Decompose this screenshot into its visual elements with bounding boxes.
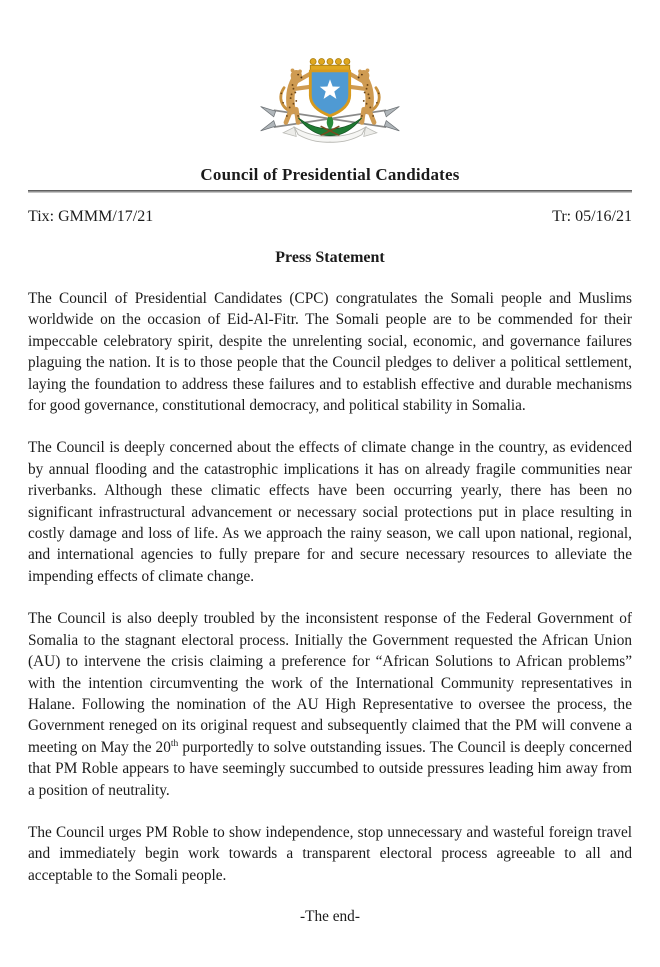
somali-coat-of-arms-icon <box>255 54 405 144</box>
paragraph-2: The Council is deeply concerned about the effects of climate change in the country, as evidenced by annual flooding and the catastrophic implications it has on already fragile communities near riverbanks. Although these climatic effects have been occurring yearly, there has been no significant infrastructural advancement or necessary social protections put in place resulting in costly damage and loss of life. As we approach the rainy season, we call upon national, regional, and international agencies to fully prepare for and secure necessary resources to alleviate the impending effects of climate change. <box>28 439 632 585</box>
paragraph-3-text: The Council is also deeply troubled by the inconsistent response of the Federal Government of Somalia to the stagnant electoral process. Initially the Government requested the African Union (AU) to intervene the crisis claiming a preference for “African Solutions to African problems” with the intention circumventing the work of the International Community representatives in Halane. Following the nomination of the AU High Representative to oversee the process, the Government reneged on its original request and subsequently claimed that the PM will convene a meeting on May the 20 <box>28 610 632 756</box>
org-title: Council of Presidential Candidates <box>200 165 460 184</box>
paragraph-1: The Council of Presidential Candidates (CPC) congratulates the Somali people and Muslims worldwide on the occasion of Eid-Al-Fitr. The Somali people are to be commended for their impeccable celebratory spirit, despite the unrelenting social, economic, and governance failures plaguing the nation. It is to those people that the Council pledges to deliver a political settlement, laying the foundation to address these failures and to establish effective and durable mechanisms for good governance, constitutional democracy, and political stability in Somalia. <box>28 290 632 415</box>
document-body <box>28 288 632 886</box>
ordinal-superscript: th <box>170 738 179 749</box>
closing-line: -The end- <box>300 908 360 926</box>
emblem-container <box>28 54 632 149</box>
title-divider <box>28 190 632 193</box>
reference-row <box>28 208 632 226</box>
statement-title: Press Statement <box>275 249 385 266</box>
paragraph-3 <box>28 608 632 801</box>
paragraph-4: The Council urges PM Roble to show independence, stop unnecessary and wasteful foreign travel and immediately begin work towards a transparent electoral process agreeable to all and acceptable to the Somali people. <box>28 823 632 884</box>
ref-date: Tr: 05/16/21 <box>552 208 632 225</box>
ref-number: Tix: GMMM/17/21 <box>28 208 154 225</box>
paragraph-3-text-cont: purportedly to solve outstanding issues. The Council is deeply concerned that PM Roble appears to have seemingly succumbed to outside pressures leading him away from a position of neutrality. <box>28 738 632 799</box>
